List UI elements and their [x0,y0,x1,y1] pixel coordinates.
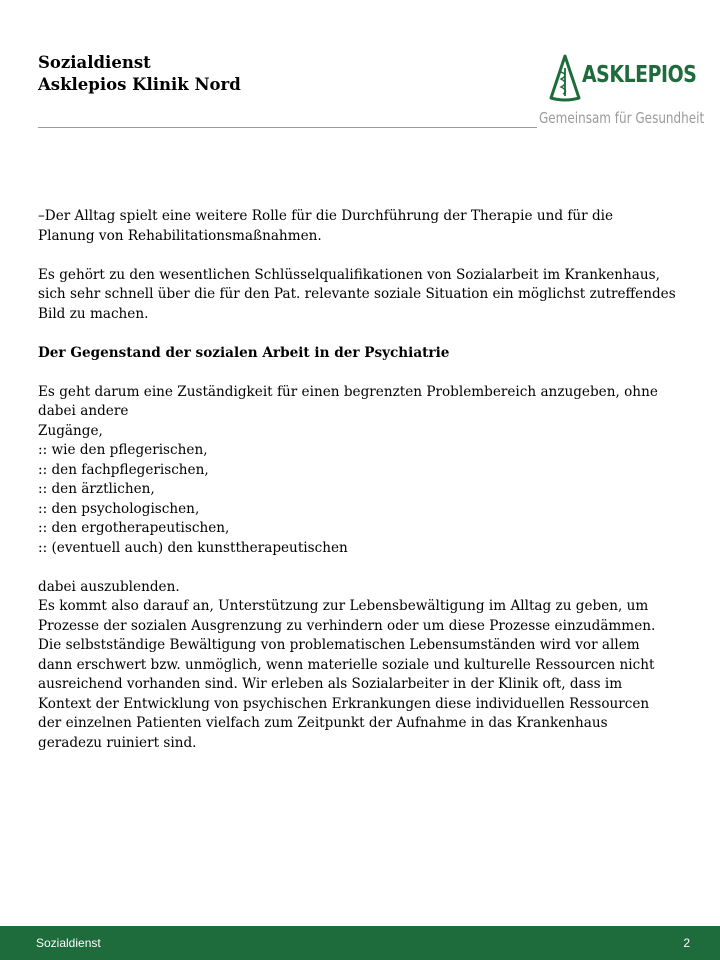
text-line: sich sehr schnell über die für den Pat. relevante soziale Situation ein möglichst zutreffendes [38,286,676,302]
text-line: :: den fachpflegerischen, [38,461,209,478]
text-line: :: (eventuell auch) den kunsttherapeutischen [38,539,348,556]
text-line: Prozesse der sozialen Ausgrenzung zu verhindern oder um diese Prozesse einzudämmen. [38,617,656,634]
text-line: Es gehört zu den wesentlichen Schlüsselqualifikationen von Sozialarbeit im Krankenhaus, [38,266,660,283]
asklepios-emblem-icon [548,54,582,104]
header-divider [38,127,537,128]
slide-footer [0,926,720,960]
text-line: :: den psychologischen, [38,500,200,517]
text-line: Zugänge, [38,422,103,439]
text-line: :: den ergotherapeutischen, [38,520,230,536]
text-line: :: wie den pflegerischen, [38,442,208,458]
logo-brand-text: ASKLEPIOS [582,62,697,88]
text-line: geradezu ruiniert sind. [38,734,197,751]
paragraph-qualifications [38,266,688,325]
text-line: Bild zu machen. [38,305,149,322]
section-heading: Der Gegenstand der sozialen Arbeit in der Psychiatrie [38,344,450,361]
logo-claim: Gemeinsam für Gesundheit [539,109,705,127]
text-line: Es geht darum eine Zuständigkeit für einen begrenzten Problembereich anzugeben, ohne [38,383,658,400]
text-line: der einzelnen Patienten vielfach zum Zeitpunkt der Aufnahme in das Krankenhaus [38,715,608,731]
text-line: :: den ärztlichen, [38,481,155,497]
slide-content [38,207,688,753]
text-line: –Der Alltag spielt eine weitere Rolle für die Durchführung der Therapie und für die [38,208,614,224]
footer-label: Sozialdienst [36,936,101,950]
paragraph-support [38,578,688,754]
text-line: Kontext der Entwicklung von psychischen Erkrankungen diese individuellen Ressourcen [38,695,650,712]
text-line: ausreichend vorhanden sind. Wir erleben als Sozialarbeiter in der Klinik oft, dass im [38,676,623,692]
slide-header [38,52,241,96]
text-line: Es kommt also darauf an, Unterstützung zur Lebensbewältigung im Alltag zu geben, um [38,598,649,614]
text-line: Planung von Rehabilitationsmaßnahmen. [38,227,322,244]
text-line: dabei andere [38,403,129,419]
text-line: dabei auszublenden. [38,578,180,595]
header-clinic: Asklepios Klinik Nord [38,75,241,94]
paragraph-scope-list [38,383,688,559]
text-line: Die selbstständige Bewältigung von problematischen Lebensumständen wird vor allem [38,637,640,653]
text-line: dann erschwert bzw. unmöglich, wenn materielle soziale und kulturelle Ressourcen nicht [38,656,655,673]
header-department: Sozialdienst [38,53,151,72]
page-number: 2 [683,936,690,950]
asklepios-logo [539,52,720,132]
paragraph-intro [38,207,688,246]
